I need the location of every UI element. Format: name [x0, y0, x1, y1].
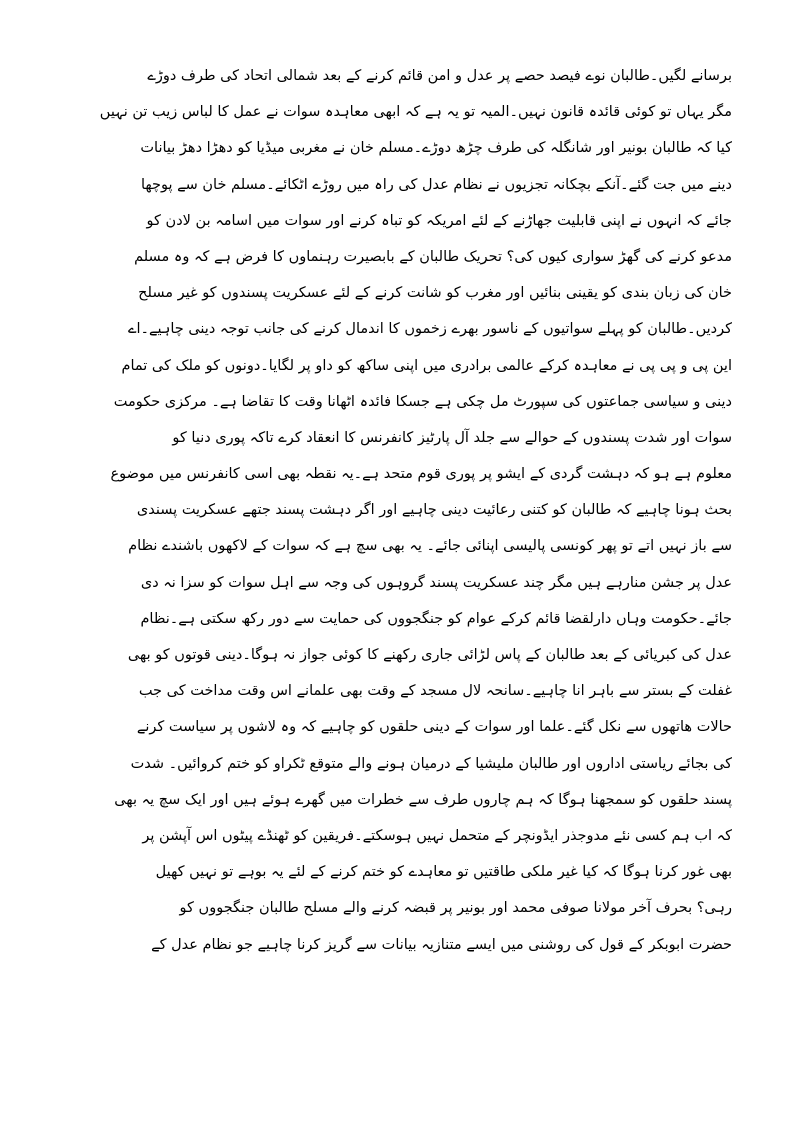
text-line: برسانے لگیں۔طالبان نوے فیصد حصے پر عدل و امن قائم کرنے کے بعد شمالی اتحاد کی طرف دوڑے: [147, 68, 732, 84]
text-line: مدعو کرنے کی گھڑ سواری کیوں کی؟ تحریک طالبان کے بابصیرت رہنماوں کا فرض ہے کہ وہ مسلم: [134, 248, 732, 265]
text-line: کیا کہ طالبان بونیر اور شانگلہ کی طرف چڑھ دوڑے۔مسلم خان نے مغربی میڈیا کو دھڑا دھڑ بیانات: [140, 140, 732, 157]
text-line: سے باز نہیں اتے تو پھر کونسی پالیسی اپنائی جائے۔ یہ بھی سچ ہے کہ سوات کے لاکھوں باشندے نظام: [128, 538, 732, 555]
text-line: جائے۔حکومت وہاں دارلقضا قائم کرکے عوام کو جنگجووں کی حمایت سے دور رکھ سکتی ہے۔نظام: [140, 610, 732, 627]
text-line: خان کی زبان بندی کو یقینی بنائیں اور مغرب کو شانت کرنے کے لئے عسکریت پسندوں کو غیر مسلح: [138, 285, 732, 302]
text-line: بحث ہونا چاہیے کہ طالبان کو کتنی رعائیت دینی چاہیے اور اگر دہشت پسند جتھے عسکریت پسندی: [136, 502, 732, 519]
text-line: دینی و سیاسی جماعتوں کی سپورٹ مل چکی ہے جسکا فائدہ اٹھانا وقت کا تقاضا ہے۔ مرکزی حکومت: [113, 393, 732, 410]
article-body: [40, 58, 732, 963]
text-line: پسند حلقوں کو سمجھنا ہوگا کہ ہم چاروں طرف سے خطرات میں گھرے ہوئے ہیں اور ایک سچ یہ بھی: [114, 791, 732, 808]
text-line: عدل کی کبریائی کے بعد طالبان کے پاس لڑائی جاری رکھنے کا کوئی جواز نہ ہوگا۔دینی قوتوں کو بھی: [127, 647, 732, 663]
text-line: عدل پر جشن منارہے ہیں مگر چند عسکریت پسند گروہوں کی وجہ سے اہل سوات کو سزا نہ دی: [140, 574, 732, 591]
text-line: حالات ھاتھوں سے نکل گئے۔علما اور سوات کے دینی حلقوں کو چاہیے کہ وہ لاشوں پر سیاست کرنے: [136, 719, 732, 736]
text-line: جائے کہ انہوں نے اپنی قابلیت جھاڑنے کے لئے امریکہ کو تباہ کرنے اور سوات میں اسامہ بن لادن کو: [146, 212, 732, 229]
text-line: کہ اب ہم کسی نئے مدوجذر ایڈونچر کے متحمل نہیں ہوسکتے۔فریقین کو ٹھنڈے پیٹوں اس آپشن پر: [142, 827, 732, 844]
text-line: غفلت کے بستر سے باہر انا چاہیے۔سانحہ لال مسجد کے وقت بھی علمانے اس وقت مداخت کی جب: [138, 683, 732, 700]
text-line: دینے میں جت گئے۔آنکے بچکانہ تجزیوں نے نظام عدل کی راہ میں روڑے اٹکائے۔مسلم خان سے پوچھا: [140, 176, 732, 193]
text-line: کی بجائے ریاستی اداروں اور طالبان ملیشیا کے درمیان ہونے والے متوقع ٹکراو کو ختم کروائیں۔ شدت: [130, 755, 732, 772]
text-line: معلوم ہے ہو کہ دہشت گردی کے ایشو پر پوری قوم متحد ہے۔یہ نقطہ بھی اسی کانفرنس میں موضوع: [110, 466, 732, 483]
text-line: این پی و پی پی نے معاہدہ کرکے عالمی برادری میں اپنی ساکھ کو داو پر لگایا۔دونوں کو ملک کی تمام: [121, 357, 732, 374]
text-line: رہی؟ بحرف آخر مولانا صوفی محمد اور بونیر پر قبضہ کرنے والے مسلح طالبان جنگجووں کو: [179, 900, 732, 917]
text-line: حضرت ابوبکر کے قول کی روشنی میں ایسے متنازیہ بیانات سے گریز کرنا چاہیے جو نظام عدل کے: [151, 936, 732, 953]
text-line: بھی غور کرنا ہوگا کہ کیا غیر ملکی طاقتیں تو معاہدے کو ختم کرنے کے لئے یہ بوہے تو نہیں کھیل: [155, 864, 732, 881]
text-line: مگر یہاں تو کوئی قائدہ قانون نہیں۔المیہ تو یہ ہے کہ ابھی معاہدہ سوات نے عمل کا لباس زیب تن نہیں: [99, 104, 732, 121]
text-line: کردیں۔طالبان کو پہلے سواتیوں کے ناسور بھرے زخموں کا اندمال کرنے کی جانب توجہ دینی چاہیے۔اے: [127, 321, 732, 338]
text-line: سوات اور شدت پسندوں کے حوالے سے جلد آل پارٹیز کانفرنس کا انعقاد کرے تاکہ پوری دنیا کو: [172, 429, 732, 446]
